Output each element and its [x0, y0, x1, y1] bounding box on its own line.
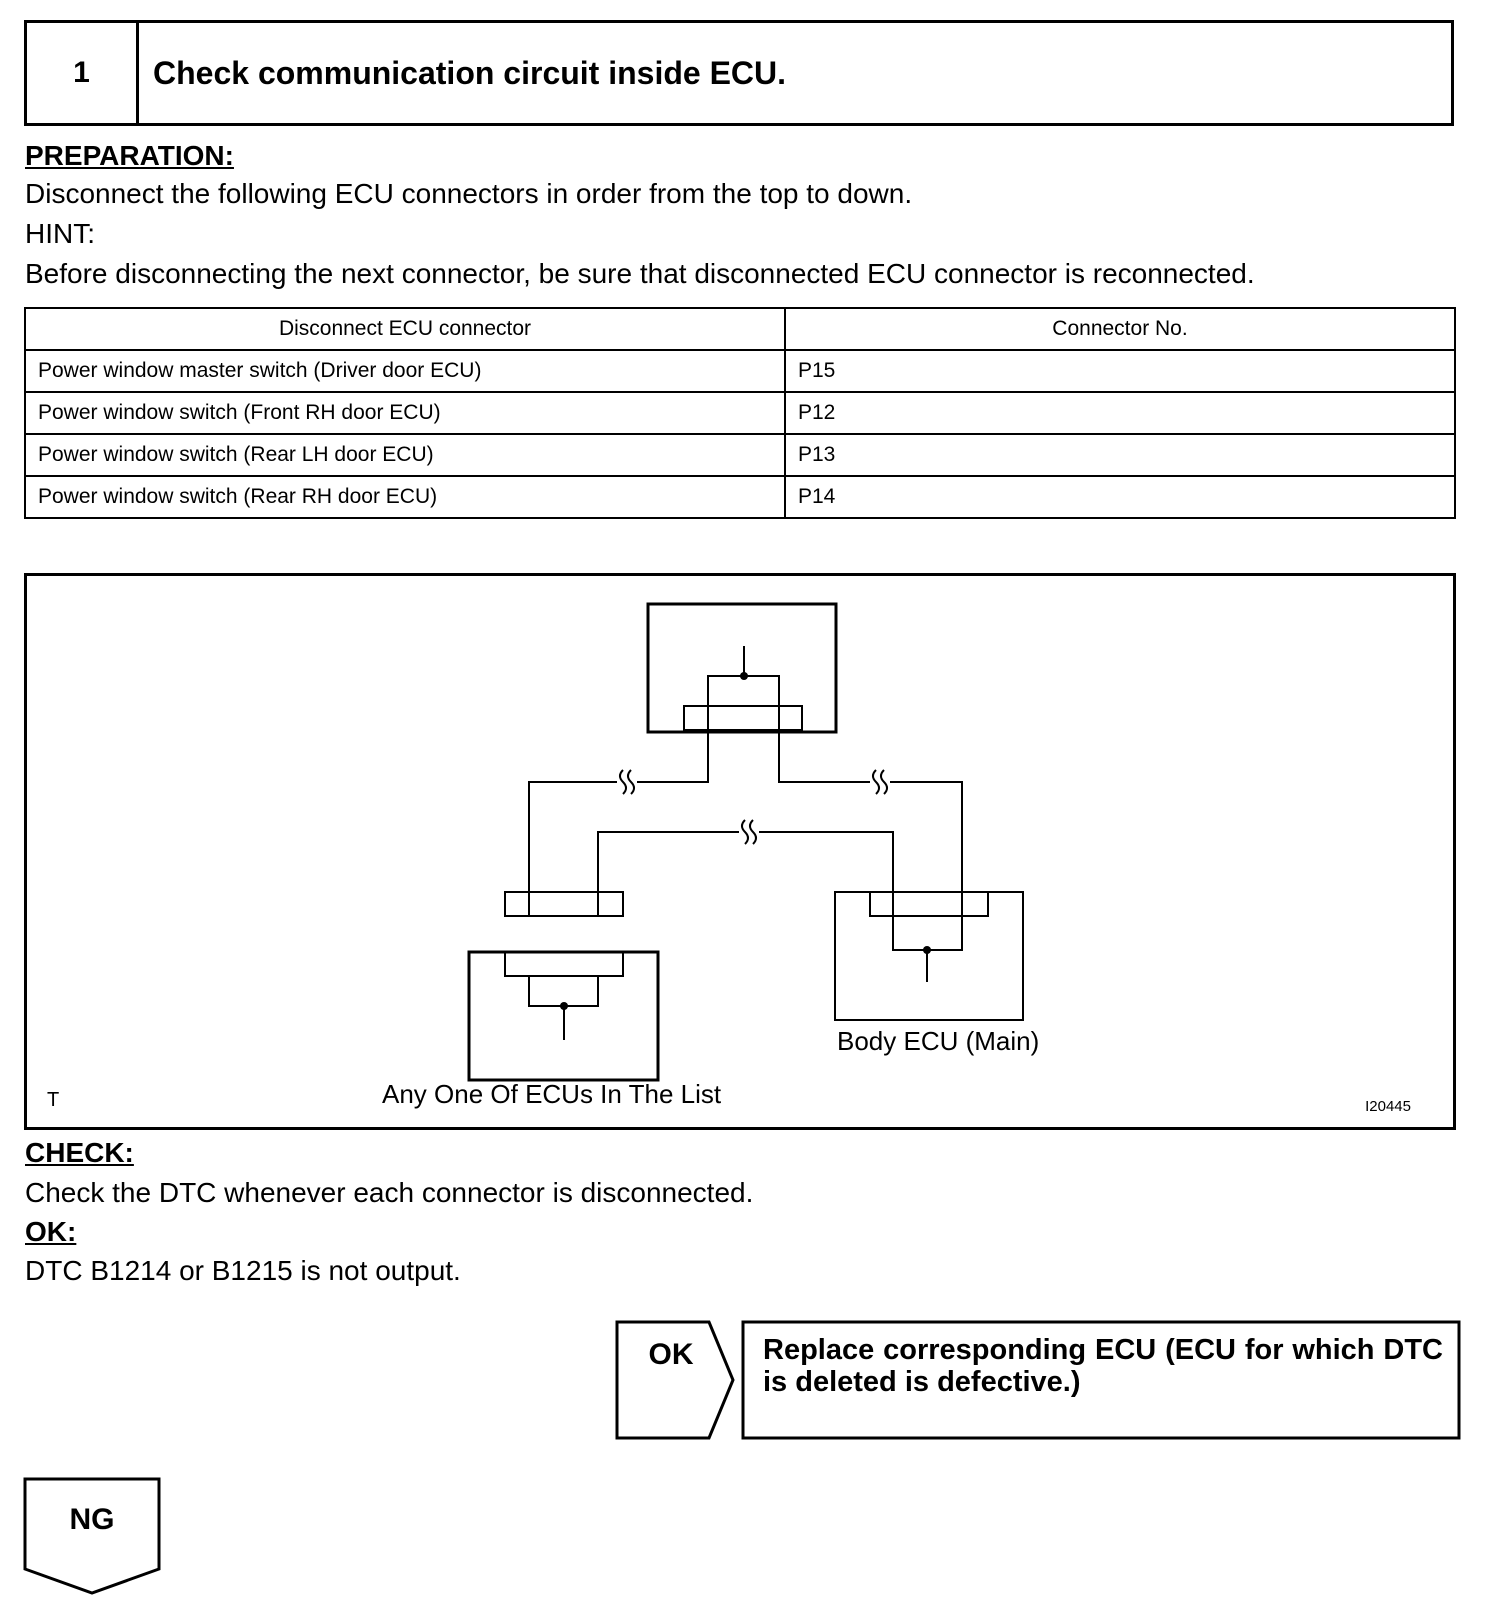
flow-ng-shapes	[23, 1477, 163, 1597]
check-text: Check the DTC whenever each connector is disconnected.	[25, 1177, 754, 1208]
body-ecu-box	[835, 892, 1023, 1020]
connector-table	[24, 307, 1456, 519]
body-ecu-connector	[870, 892, 988, 916]
any-ecu-label: Any One Of ECUs In The List	[382, 1079, 722, 1109]
table-cell: P15	[785, 350, 1455, 392]
ok-heading: OK:	[25, 1216, 77, 1247]
ok-text: DTC B1214 or B1215 is not output.	[25, 1255, 461, 1286]
table-header-cell: Connector No.	[785, 308, 1455, 350]
ok-action-text: Replace corresponding ECU (ECU for which DTC is deleted is defective.)	[763, 1334, 1443, 1398]
table-cell: P13	[785, 434, 1455, 476]
figure-id: I20445	[1365, 1098, 1411, 1115]
check-heading: CHECK:	[25, 1137, 134, 1168]
table-cell: Power window switch (Rear RH door ECU)	[25, 476, 785, 518]
any-ecu-connector	[505, 952, 623, 976]
step-title: Check communication circuit inside ECU.	[153, 54, 787, 91]
table-row	[25, 476, 1455, 518]
table-row	[25, 434, 1455, 476]
top-connector	[684, 706, 802, 730]
wiring-diagram-svg	[27, 576, 1453, 1127]
hint-text: Before disconnecting the next connector, be sure that disconnected ECU connector is reconnected.	[25, 258, 1255, 289]
table-cell: P14	[785, 476, 1455, 518]
body-ecu-label: Body ECU (Main)	[837, 1026, 1040, 1056]
table-row	[25, 350, 1455, 392]
table-cell: Power window switch (Rear LH door ECU)	[25, 434, 785, 476]
top-ecu-box	[648, 604, 836, 732]
wire-right	[779, 732, 962, 892]
ng-label: NG	[69, 1503, 115, 1536]
ok-label: OK	[648, 1338, 694, 1371]
wire-left	[529, 732, 708, 892]
table-header-row	[25, 308, 1455, 350]
preparation-text: Disconnect the following ECU connectors in order from the top to down.	[25, 178, 913, 209]
table-cell: P12	[785, 392, 1455, 434]
step-header-box	[24, 20, 1454, 126]
table-cell: Power window switch (Front RH door ECU)	[25, 392, 785, 434]
table-row	[25, 392, 1455, 434]
figure-corner-mark: T	[47, 1089, 60, 1111]
preparation-heading: PREPARATION:	[25, 140, 234, 171]
hint-label: HINT:	[25, 218, 95, 249]
step-number: 1	[27, 23, 139, 123]
table-header-cell: Disconnect ECU connector	[25, 308, 785, 350]
table-cell: Power window master switch (Driver door ECU)	[25, 350, 785, 392]
wiring-diagram	[24, 573, 1456, 1130]
left-connector	[505, 892, 623, 916]
ng-arrow-tag	[25, 1479, 159, 1593]
